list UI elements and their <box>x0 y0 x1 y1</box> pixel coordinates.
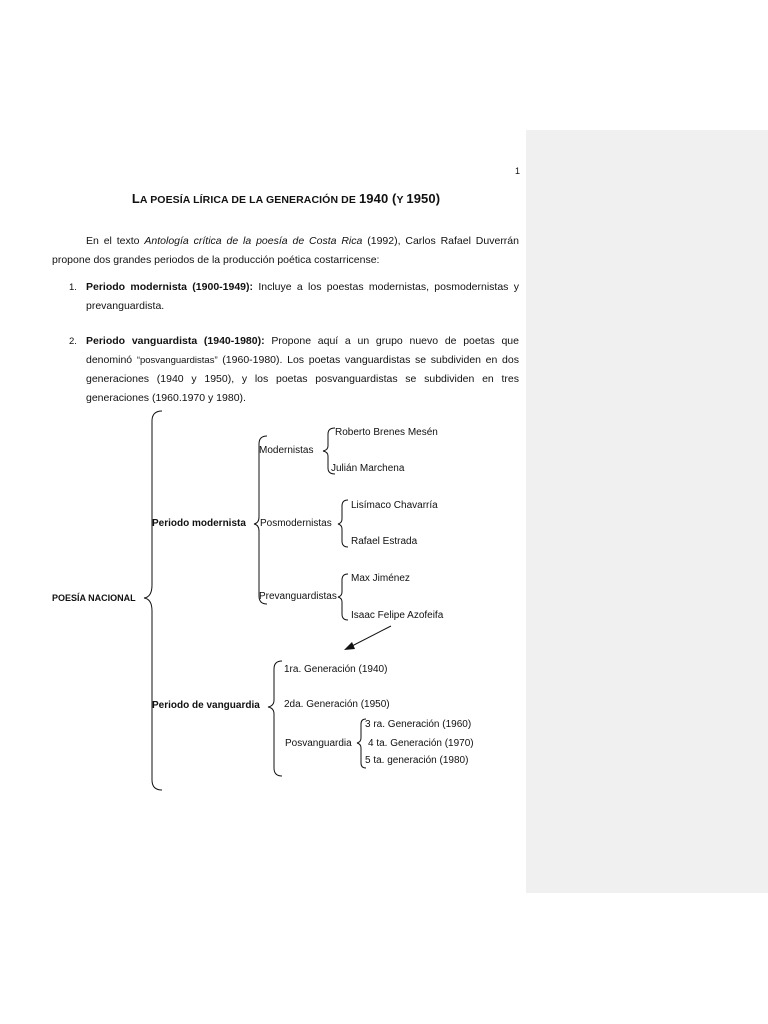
node-gen-3: 3 ra. Generación (1960) <box>365 719 472 730</box>
node-isaac-felipe-azofeifa: Isaac Felipe Azofeifa <box>351 610 444 621</box>
title-part-3: Y <box>396 194 407 206</box>
title-year-2: 1950 <box>406 191 436 206</box>
list-label: Periodo vanguardista (1940-1980): <box>86 335 265 347</box>
title-initial: L <box>131 191 140 206</box>
node-lisimaco-chavarria: Lisímaco Chavarría <box>351 500 438 511</box>
node-gen-5: 5 ta. generación (1980) <box>365 755 469 766</box>
list-number: 2. <box>69 336 77 347</box>
node-posvanguardia: Posvanguardia <box>285 738 352 749</box>
intro-after: (1992), Carlos Rafael Duverrán propone dos grandes periodos de la producción poética costarricense: <box>52 235 519 266</box>
vanguardia-brace <box>268 661 282 776</box>
node-posmodernistas: Posmodernistas <box>260 518 332 529</box>
list-text: Incluye a los poestas modernistas, posmodernistas y prevanguardista. <box>86 281 519 312</box>
intro-book-title: Antología crítica de la poesía de Costa Rica <box>144 235 363 247</box>
node-modernistas: Modernistas <box>259 445 314 456</box>
main-brace <box>144 411 162 790</box>
arrow-head <box>344 642 355 650</box>
node-prevanguardistas: Prevanguardistas <box>259 591 337 602</box>
list-label: Periodo modernista (1900-1949): <box>86 281 254 293</box>
posmodernistas-brace <box>338 500 348 547</box>
title-year-1: 1940 <box>358 191 389 206</box>
node-roberto-brenes-mesen: Roberto Brenes Mesén <box>335 427 438 438</box>
list-text: (1960-1980). Los poetas vanguardistas se subdividen en dos generaciones (1940 y 1950), y los poetas posvanguardistas se subdividen en tres generaciones (1960.1970 y 1980). <box>86 354 519 404</box>
node-gen-2: 2da. Generación (1950) <box>284 699 390 710</box>
node-periodo-modernista: Periodo modernista <box>152 518 246 529</box>
title-part-4: ) <box>435 191 441 206</box>
node-max-jimenez: Max Jiménez <box>351 573 410 584</box>
title-part-2: ( <box>388 191 397 206</box>
title-part-1: A POESÍA LÍRICA DE LA GENERACIÓN DE <box>139 194 359 206</box>
node-rafael-estrada: Rafael Estrada <box>351 536 418 547</box>
node-gen-1: 1ra. Generación (1940) <box>284 664 388 675</box>
node-julian-marchena: Julián Marchena <box>331 463 405 474</box>
node-periodo-vanguardia: Periodo de vanguardia <box>152 700 260 711</box>
node-poesia-nacional: POESÍA NACIONAL <box>52 593 136 603</box>
list-text: Propone aquí a un grupo nuevo de poetas que denominó <box>86 335 519 366</box>
intro-before: En el texto <box>86 235 145 247</box>
prevanguardistas-brace <box>338 574 348 620</box>
node-gen-4: 4 ta. Generación (1970) <box>368 738 474 749</box>
arrow-line <box>350 626 391 647</box>
list-quoted: “posvanguardistas” <box>136 355 218 366</box>
list-number: 1. <box>69 282 77 293</box>
page-number: 1 <box>514 166 520 176</box>
